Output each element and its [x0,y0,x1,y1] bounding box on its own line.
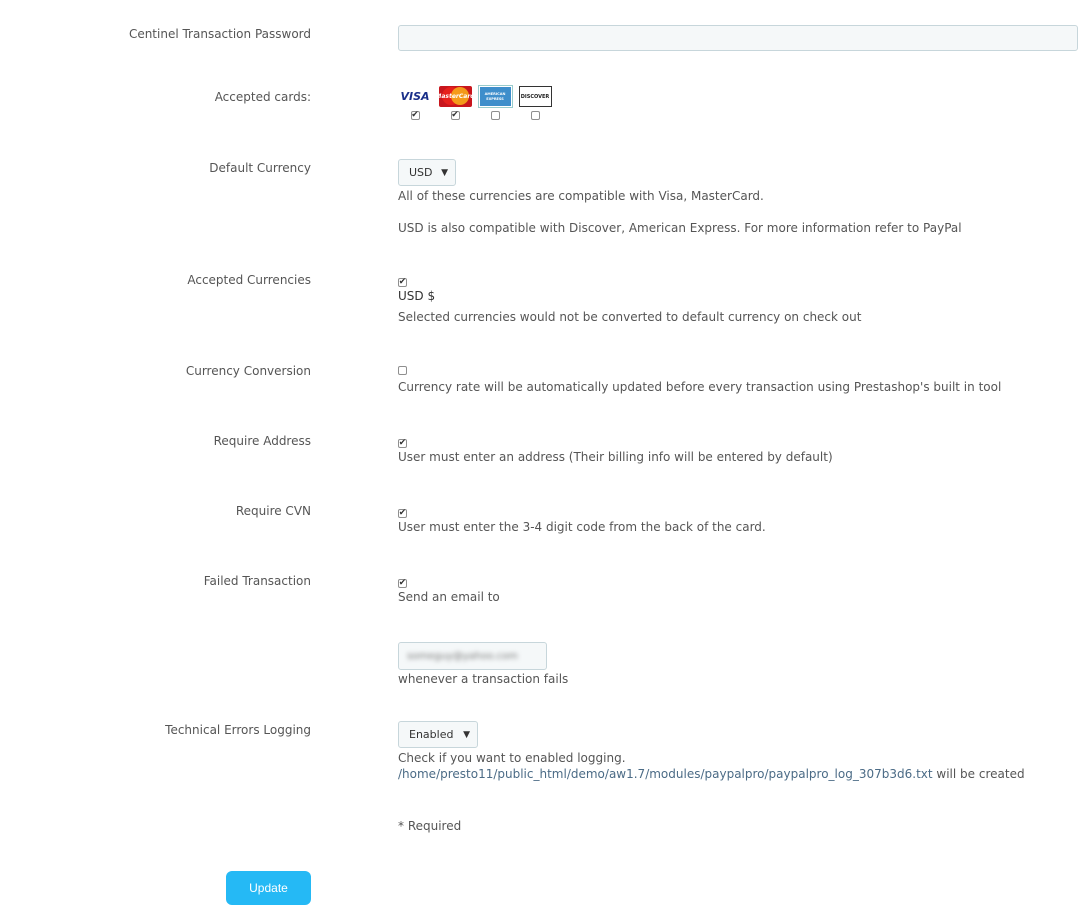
currency-conversion-help: Currency rate will be automatically updated before every transaction using Prestashop's built in tool [398,380,1002,394]
accepted-currencies-help: Selected currencies would not be converted to default currency on check out [398,310,862,324]
mastercard-checkbox[interactable]: ✔ [451,110,459,120]
visa-checkbox[interactable]: ✔ [411,110,419,120]
email-value: someguy@yahoo.com [407,650,518,662]
failed-transaction-email-input[interactable] [398,642,547,670]
logging-path-line [398,766,1025,782]
logging-select-value: Enabled [409,728,454,741]
logging-select[interactable] [398,721,478,748]
failed-transaction-checkbox[interactable]: ✔ [398,578,407,588]
logging-path-suffix: will be created [932,767,1025,781]
card-amex [478,86,512,120]
default-currency-value: USD [409,166,433,179]
accepted-currencies-label: Accepted Currencies [187,273,311,287]
currency-conversion-checkbox-wrap [398,364,407,378]
accepted-cards-group [398,86,552,120]
default-currency-help-2: USD is also compatible with Discover, American Express. For more information refer to PayPal [398,221,962,235]
failed-transaction-after: whenever a transaction fails [398,672,569,686]
dropdown-arrow-icon: ▼ [441,167,448,178]
amex-checkbox[interactable] [491,111,500,120]
centinel-password-label: Centinel Transaction Password [128,27,311,41]
currency-conversion-label: Currency Conversion [185,364,311,378]
default-currency-select[interactable] [398,159,456,186]
card-discover [518,86,552,120]
require-address-checkbox-wrap [398,434,407,448]
failed-transaction-help: Send an email to [398,590,500,604]
require-cvn-label: Require CVN [235,504,311,518]
accepted-currency-usd-checkbox[interactable]: ✔ [398,277,407,287]
default-currency-label: Default Currency [209,161,311,175]
logging-help: Check if you want to enabled logging. [398,751,626,765]
technical-errors-logging-label: Technical Errors Logging [165,723,311,737]
card-mastercard [435,86,475,120]
require-cvn-help: User must enter the 3-4 digit code from the back of the card. [398,520,766,534]
mastercard-logo-icon: MasterCard [439,86,472,107]
failed-transaction-checkbox-wrap [398,574,407,588]
dropdown-arrow-icon: ▼ [463,729,470,740]
failed-transaction-label: Failed Transaction [203,574,311,588]
centinel-password-input[interactable] [398,25,1078,51]
require-address-checkbox[interactable]: ✔ [398,438,407,448]
accepted-cards-label: Accepted cards: [214,90,311,104]
logging-path-link[interactable]: /home/presto11/public_html/demo/aw1.7/modules/paypalpro/paypalpro_log_307b3d6.txt [398,767,933,781]
require-cvn-checkbox[interactable]: ✔ [398,508,407,518]
default-currency-help-1: All of these currencies are compatible with Visa, MasterCard. [398,189,764,203]
require-address-label: Require Address [213,434,311,448]
accepted-currency-usd-label: USD $ [398,289,436,303]
currency-conversion-checkbox[interactable] [398,366,407,375]
card-visa [398,86,432,120]
accepted-currency-usd-checkbox-wrap [398,273,407,287]
amex-logo-icon: AMERICAN EXPRESS [479,86,512,107]
visa-logo-icon: VISA [400,90,430,103]
discover-checkbox[interactable] [531,111,540,120]
require-cvn-checkbox-wrap [398,504,407,518]
discover-logo-icon: DISCOVER [519,86,552,107]
require-address-help: User must enter an address (Their billing info will be entered by default) [398,450,833,464]
update-button[interactable]: Update [226,871,311,905]
required-note: * Required [398,819,462,833]
